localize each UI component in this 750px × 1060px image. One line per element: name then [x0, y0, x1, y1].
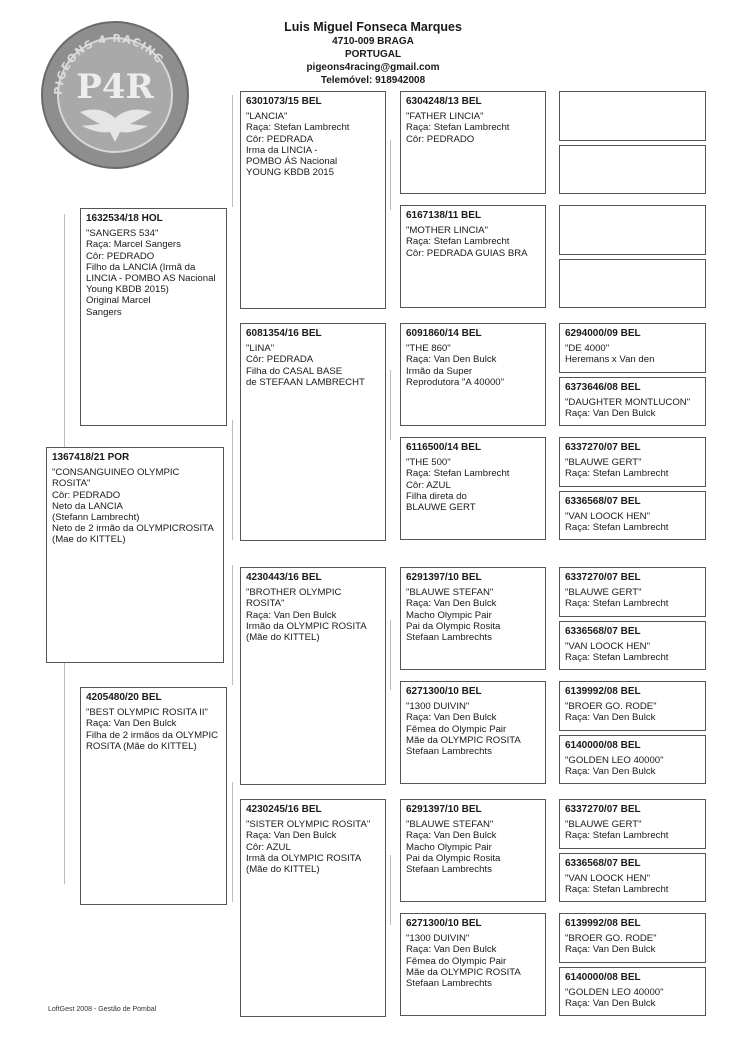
pedigree-gen4-box[interactable]	[559, 681, 706, 731]
ring-number: 6336568/07 BEL	[565, 858, 641, 869]
detail-line: Raça: Stefan Lambrecht	[565, 598, 669, 610]
detail-line: Raça: Van Den Bulck	[406, 944, 497, 956]
ring-number: 6081354/16 BEL	[246, 328, 322, 339]
detail-line: Macho Olympic Pair	[406, 841, 492, 853]
detail-line: BLAUWE GERT	[406, 502, 476, 514]
logo-ring-text: PIGEONS 4 RACING	[51, 31, 167, 96]
detail-line: Mãe da OLYMPIC ROSITA	[406, 966, 521, 978]
detail-line: Reprodutora "A 40000"	[406, 376, 505, 388]
pedigree-gen3-box[interactable]	[400, 91, 546, 194]
detail-line: Filho da LANCIA (Irmã da LINCIA - POMBO AS Nacional Young KBDB 2015)	[86, 261, 219, 296]
pedigree-grandsire-maternal[interactable]	[240, 567, 386, 785]
pedigree-gen4-box[interactable]	[559, 967, 706, 1016]
detail-line: Raça: Van Den Bulck	[565, 766, 656, 778]
detail-line: "1300 DUIVIN"	[406, 701, 470, 713]
detail-line: Raça: Van Den Bulck	[86, 718, 177, 730]
detail-line: "BLAUWE STEFAN"	[406, 819, 494, 831]
detail-line: Côr: AZUL	[406, 479, 451, 491]
detail-line: de STEFAAN LAMBRECHT	[246, 376, 365, 388]
detail-line: Côr: PEDRADA	[246, 354, 314, 366]
pedigree-gen3-box[interactable]	[400, 681, 546, 784]
connector-line	[390, 620, 391, 690]
detail-line: Original Marcel	[86, 295, 151, 307]
detail-line: Filha do CASAL BASE	[246, 365, 343, 377]
detail-line: Raça: Marcel Sangers	[86, 239, 181, 251]
detail-line: Côr: PEDRADO	[86, 250, 155, 262]
pedigree-gen3-box[interactable]	[400, 799, 546, 902]
detail-line: "BEST OLYMPIC ROSITA II"	[86, 707, 208, 719]
detail-line: Raça: Stefan Lambrecht	[565, 652, 669, 664]
detail-line: Stefaan Lambrechts	[406, 632, 492, 644]
detail-line: Côr: PEDRADA	[246, 133, 314, 145]
pigeons4racing-logo	[40, 20, 190, 170]
detail-line: Filha direta do	[406, 490, 467, 502]
detail-line: "BLAUWE GERT"	[565, 587, 642, 599]
ring-number: 6291397/10 BEL	[406, 572, 482, 583]
owner-name: Luis Miguel Fonseca Marques	[284, 20, 462, 34]
ring-number: 1367418/21 POR	[52, 452, 130, 463]
pedigree-gen4-empty[interactable]	[559, 145, 706, 194]
pedigree-gen4-empty[interactable]	[559, 259, 706, 308]
detail-line: "BLAUWE STEFAN"	[406, 587, 494, 599]
detail-line: Stefaan Lambrechts	[406, 864, 492, 876]
detail-line: Raça: Van Den Bulck	[565, 998, 656, 1010]
logo-monogram: P4R	[76, 67, 154, 107]
ring-number: 6167138/11 BEL	[406, 210, 482, 221]
connector-line	[232, 95, 233, 207]
detail-line: "GOLDEN LEO 40000"	[565, 755, 664, 767]
pedigree-gen3-box[interactable]	[400, 567, 546, 670]
connector-line	[64, 662, 65, 884]
ring-number: 6336568/07 BEL	[565, 496, 641, 507]
detail-line: Raça: Van Den Bulck	[406, 354, 497, 366]
pedigree-gen4-box[interactable]	[559, 491, 706, 540]
footer-credit: LoftGest 2008 - Gestão de Pombal	[48, 1006, 157, 1013]
ring-number: 6304248/13 BEL	[406, 96, 482, 107]
pedigree-gen3-box[interactable]	[400, 323, 546, 426]
detail-line: "VAN LOOCK HEN"	[565, 641, 650, 653]
detail-line: Raça: Van Den Bulck	[565, 712, 656, 724]
pedigree-granddam-maternal[interactable]	[240, 799, 386, 1017]
detail-line: Heremans x Van den	[565, 354, 655, 366]
owner-postal: 4710-009 BRAGA	[332, 36, 414, 47]
pedigree-gen3-box[interactable]	[400, 913, 546, 1016]
connector-line	[232, 565, 233, 685]
ring-number: 6139992/08 BEL	[565, 686, 641, 697]
detail-line: Raça: Stefan Lambrecht	[565, 830, 669, 842]
detail-line: Irmão da OLYMPIC ROSITA (Mãe do KITTEL)	[246, 620, 369, 644]
detail-line: Neto de 2 irmão da OLYMPICROSITA (Mae do KITTEL)	[52, 523, 216, 546]
pedigree-gen4-box[interactable]	[559, 377, 706, 426]
detail-line: "LANCIA"	[246, 111, 288, 123]
ring-number: 6294000/09 BEL	[565, 328, 641, 339]
detail-line: Mãe da OLYMPIC ROSITA	[406, 734, 521, 746]
detail-line: "BLAUWE GERT"	[565, 457, 642, 469]
owner-country: PORTUGAL	[344, 49, 402, 60]
detail-line: "VAN LOOCK HEN"	[565, 511, 650, 523]
detail-line: "THE 860"	[406, 343, 451, 355]
detail-line: Fêmea do Olympic Pair	[406, 723, 507, 735]
detail-line: "DAUGHTER MONTLUCON"	[565, 397, 691, 409]
ring-number: 6271300/10 BEL	[406, 918, 482, 929]
pedigree-gen4-empty[interactable]	[559, 91, 706, 141]
detail-line: Raça: Van Den Bulck	[406, 830, 497, 842]
ring-number: 4205480/20 BEL	[86, 692, 162, 703]
connector-line	[64, 214, 65, 448]
detail-line: "THE 500"	[406, 457, 451, 469]
detail-line: Raça: Van Den Bulck	[246, 609, 337, 621]
owner-header	[248, 20, 498, 87]
detail-line: "BROER GO. RODE"	[565, 701, 657, 713]
pedigree-subject[interactable]	[46, 447, 224, 663]
pedigree-gen4-box[interactable]	[559, 567, 706, 617]
detail-line: Raça: Stefan Lambrecht	[565, 468, 669, 480]
connector-line	[390, 370, 391, 440]
detail-line: Neto da LANCIA	[52, 500, 123, 512]
detail-line: Raça: Stefan Lambrecht	[565, 522, 669, 534]
ring-number: 6337270/07 BEL	[565, 442, 641, 453]
detail-line: "CONSANGUINEO OLYMPIC ROSITA"	[52, 467, 183, 490]
ring-number: 6301073/15 BEL	[246, 96, 322, 107]
pedigree-gen4-box[interactable]	[559, 621, 706, 670]
pedigree-dam[interactable]	[80, 687, 227, 905]
ring-number: 6271300/10 BEL	[406, 686, 482, 697]
detail-line: "MOTHER LINCIA"	[406, 225, 488, 237]
detail-line: Raça: Van Den Bulck	[406, 712, 497, 724]
detail-line: "SISTER OLYMPIC ROSITA"	[246, 819, 371, 831]
detail-line: Raça: Stefan Lambrecht	[406, 468, 510, 480]
detail-line: "DE 4000"	[565, 343, 610, 355]
detail-line: "SANGERS 534"	[86, 228, 159, 240]
pedigree-gen4-box[interactable]	[559, 799, 706, 849]
pedigree-gen4-box[interactable]	[559, 437, 706, 487]
detail-line: "BLAUWE GERT"	[565, 819, 642, 831]
ring-number: 6336568/07 BEL	[565, 626, 641, 637]
ring-number: 6291397/10 BEL	[406, 804, 482, 815]
detail-line: Raça: Van Den Bulck	[565, 944, 656, 956]
ring-number: 6140000/08 BEL	[565, 972, 641, 983]
detail-line: YOUNG KBDB 2015	[246, 167, 334, 179]
detail-line: "BROER GO. RODE"	[565, 933, 657, 945]
detail-line: Irmão da Super	[406, 365, 473, 377]
ring-number: 1632534/18 HOL	[86, 213, 163, 224]
detail-line: Raça: Van Den Bulck	[565, 408, 656, 420]
detail-line: "VAN LOOCK HEN"	[565, 873, 650, 885]
detail-line: "1300 DUIVIN"	[406, 933, 470, 945]
owner-email: pigeons4racing@gmail.com	[306, 62, 440, 73]
pedigree-gen4-box[interactable]	[559, 735, 706, 784]
ring-number: 6337270/07 BEL	[565, 572, 641, 583]
pedigree-gen4-box[interactable]	[559, 323, 706, 373]
detail-line: Macho Olympic Pair	[406, 609, 492, 621]
detail-line: Raça: Van Den Bulck	[406, 598, 497, 610]
connector-line	[390, 855, 391, 925]
pedigree-granddam-paternal[interactable]	[240, 323, 386, 541]
detail-line: Côr: PEDRADO	[406, 133, 475, 145]
detail-line: "FATHER LINCIA"	[406, 111, 484, 123]
detail-line: Raça: Van Den Bulck	[246, 830, 337, 842]
pedigree-gen4-box[interactable]	[559, 913, 706, 963]
pedigree-gen3-box[interactable]	[400, 205, 546, 308]
ring-number: 6140000/08 BEL	[565, 740, 641, 751]
detail-line: Sangers	[86, 306, 122, 318]
detail-line: Filha de 2 irmãos da OLYMPIC ROSITA (Mãe do KITTEL)	[86, 729, 221, 752]
ring-number: 6116500/14 BEL	[406, 442, 482, 453]
pedigree-gen3-box[interactable]	[400, 437, 546, 540]
detail-line: Irma da LINCIA -	[246, 144, 318, 156]
detail-line: Pai da Olympic Rosita	[406, 852, 501, 864]
detail-line: Côr: PEDRADO	[52, 489, 121, 501]
detail-line: (Stefann Lambrecht)	[52, 512, 140, 524]
detail-line: Stefaan Lambrechts	[406, 978, 492, 990]
owner-phone: Telemóvel: 918942008	[320, 75, 426, 86]
connector-line	[390, 140, 391, 210]
pedigree-grandsire-paternal[interactable]	[240, 91, 386, 309]
detail-line: Côr: PEDRADA GUIAS BRA	[406, 247, 528, 259]
pedigree-sire[interactable]	[80, 208, 227, 426]
connector-line	[232, 420, 233, 540]
detail-line: Irmã da OLYMPIC ROSITA (Mãe do KITTEL)	[246, 852, 364, 876]
pedigree-gen4-empty[interactable]	[559, 205, 706, 255]
detail-line: "BROTHER OLYMPIC ROSITA"	[246, 587, 345, 610]
connector-line	[232, 782, 233, 902]
detail-line: Raça: Stefan Lambrecht	[406, 122, 510, 134]
detail-line: Fêmea do Olympic Pair	[406, 955, 507, 967]
detail-line: "GOLDEN LEO 40000"	[565, 987, 664, 999]
detail-line: Pai da Olympic Rosita	[406, 620, 501, 632]
pedigree-gen4-box[interactable]	[559, 853, 706, 902]
detail-line: Stefaan Lambrechts	[406, 746, 492, 758]
detail-line: "LINA"	[246, 343, 275, 355]
detail-line: Raça: Stefan Lambrecht	[406, 236, 510, 248]
ring-number: 6091860/14 BEL	[406, 328, 482, 339]
detail-line: Côr: AZUL	[246, 841, 291, 853]
ring-number: 4230443/16 BEL	[246, 572, 322, 583]
detail-line: Raça: Stefan Lambrecht	[565, 884, 669, 896]
ring-number: 6337270/07 BEL	[565, 804, 641, 815]
pigeon-head-icon	[132, 112, 140, 120]
detail-line: Raça: Stefan Lambrecht	[246, 122, 350, 134]
ring-number: 4230245/16 BEL	[246, 804, 322, 815]
ring-number: 6139992/08 BEL	[565, 918, 641, 929]
ring-number: 6373646/08 BEL	[565, 382, 641, 393]
detail-line: POMBO ÁS Nacional	[246, 156, 338, 168]
